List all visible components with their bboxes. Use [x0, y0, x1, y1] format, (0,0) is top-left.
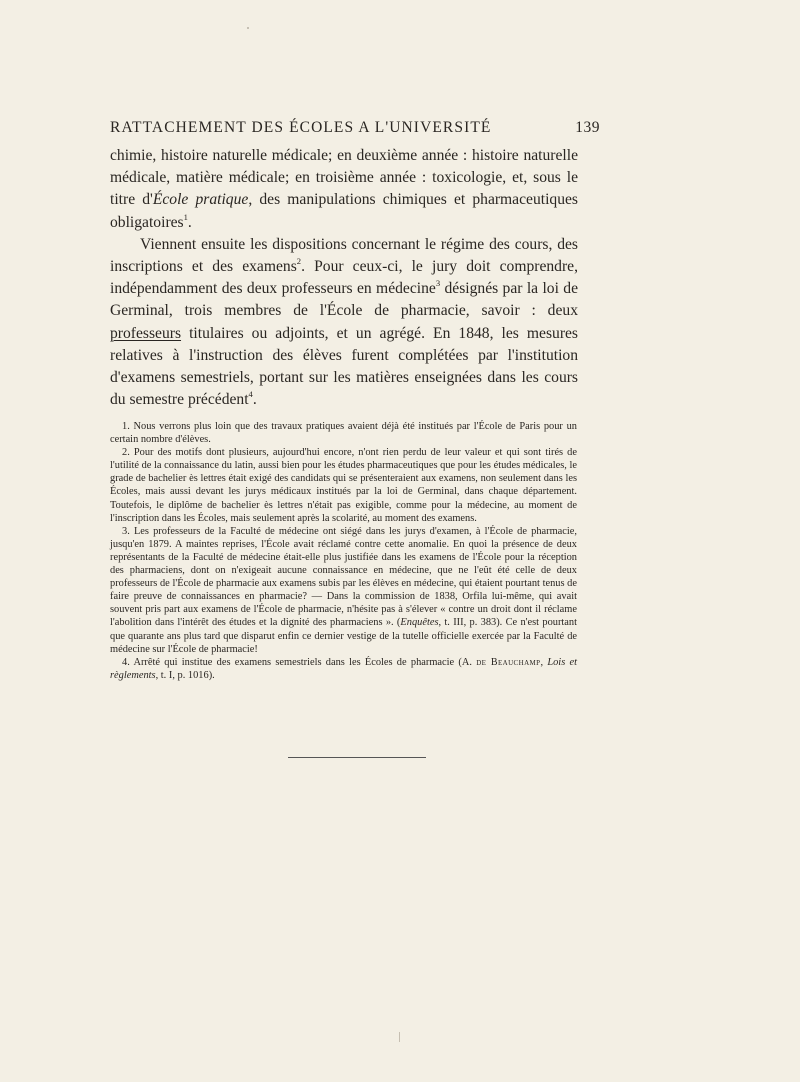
text-run: , [540, 656, 548, 668]
text-run: titulaires ou adjoints, et un agrégé. En 1848, les mesures relatives à l'instruction des élèves furent complétées par l'institution d'examens semestriels, portant sur les matières enseignées dans les cours du semestre précédent [110, 324, 578, 409]
text-run: . Pour ceux-ci, le jury doit comprendre, indépendamment des deux professeurs en médecine [110, 258, 578, 298]
end-rule [288, 757, 426, 758]
footnote-2: 2. Pour des motifs dont plusieurs, aujourd'hui encore, n'ont rien perdu de leur valeur et qui sont tirés de l'utilité de la connaissance du latin, aussi bien pour les études pharmaceutiques que pour les études médicales, le grade de bachelier ès lettres était exigé des candidats qui se présenteraient aux examens, non seulement dans les Écoles, mais aussi devant les jurys médicaux institués par la loi de Germinal, dans chaque département. Toutefois, le diplôme de bachelier ès lettres n'était pas exigible, comme pour la médecine, au moment de l'inscription dans les Écoles, mais seulement après la scolarité, au moment des examens. [110, 447, 577, 524]
text-run: 4. Arrêté qui institue des examens semestriels dans les Écoles de pharmacie (A. [122, 656, 477, 668]
footnote-ref-1: 1 [183, 211, 188, 222]
paper-crease [399, 1032, 400, 1042]
footnote-1: 1. Nous verrons plus loin que des travaux pratiques avaient déjà été institués par l'École de Paris pour un certain nombre d'élèves. [110, 421, 577, 446]
text-run: . [187, 213, 192, 231]
footnote-3 [110, 525, 577, 656]
small-caps-run: de Beauchamp [476, 656, 541, 668]
text-run: , t. I, p. 1016). [155, 669, 215, 681]
page-number: 139 [575, 119, 600, 136]
text-run: , t. III, p. 383). Ce n'est pourtant que quarante ans plus tard que disparut enfin ce dernier vestige de la tutelle officielle exercée par la Faculté de médecine sur l'École de pharmacie! [110, 617, 577, 655]
running-header [110, 119, 600, 137]
footnote-4 [110, 656, 577, 682]
text-run: Viennent ensuite les dispositions concernant le régime des cours, des inscriptions et des examens [110, 235, 578, 276]
footnote-ref-3: 3 [435, 278, 441, 289]
footnotes [110, 420, 577, 682]
italic-run: École pratique [152, 191, 249, 209]
italic-run: Lois et règlements [110, 656, 577, 681]
paper-speck [247, 27, 249, 29]
paragraph-2 [110, 234, 578, 412]
underlined-run: professeurs [110, 324, 182, 342]
footnote-ref-2: 2 [296, 255, 302, 266]
text-run: 3. Les professeurs de la Faculté de médecine ont siégé dans les jurys d'examen, à l'École de pharmacie, jusqu'en 1879. A maintes reprises, l'École avait réclamé contre cette anomalie. En quoi la présence de deux représentants de la Faculté de médecine était-elle plus justifiée dans les examens de l'École pour la réception des pharmaciens, dont on n'exigeait aucune connaissance en médecine, que ne l'eût été celle de deux professeurs de l'École de pharmacie aux examens subis par les élèves en médecine, qui étaient pourtant tenus de faire preuve de connaissances en pharmacie? — Dans la commission de 1838, Orfila lui-même, qui avait souvent pris part aux examens de l'École de pharmacie, n'hésite pas à s'élever « contre un droit dont il réclame l'abolition dans l'intérêt des études et la dignité des pharmaciens ». ( [110, 525, 577, 629]
text-run: chimie, histoire naturelle médicale; en deuxième année : histoire naturelle médicale, matière médicale; en troisième année : toxicologie, et, sous le titre d' [110, 147, 578, 209]
footnote-ref-4: 4 [248, 389, 253, 400]
text-run: . [252, 391, 257, 409]
italic-run: Enquêtes [400, 617, 439, 629]
paragraph-1 [110, 145, 578, 234]
text-run: , des manipulations chimiques et pharmaceutiques obligatoires [110, 191, 578, 231]
running-title: RATTACHEMENT DES ÉCOLES A L'UNIVERSITÉ [110, 119, 492, 136]
text-run: désignés par la loi de Germinal, trois membres de l'École de pharmacie, savoir : deux [110, 280, 578, 320]
main-text [110, 145, 578, 411]
